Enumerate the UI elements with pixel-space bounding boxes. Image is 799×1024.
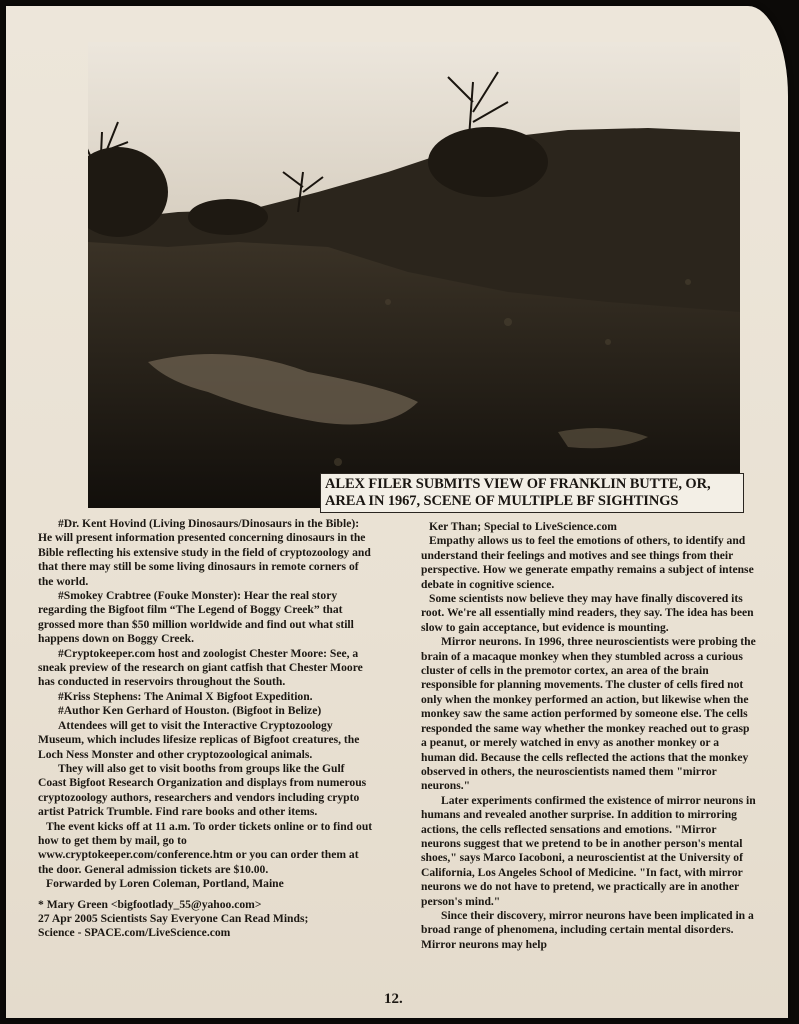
- paragraph: #Author Ken Gerhard of Houston. (Bigfoot in Belize): [58, 704, 322, 718]
- paragraph: Empathy allows us to feel the emotions of others, to identify and understand their feelings and motives and see things from their perspective. How we generate empathy remains a subject of intense debate in cognitive science.: [421, 534, 754, 591]
- page-number: 12.: [384, 991, 403, 1007]
- caption-line-2: AREA IN 1967, SCENE OF MULTIPLE BF SIGHTINGS: [325, 493, 679, 509]
- byline: Ker Than; Special to LiveScience.com: [429, 520, 617, 533]
- paragraph: Some scientists now believe they may have finally discovered its root. We're all essentially mind readers, they say. The idea has been slow to gain acceptance, but evidence is mounting.: [421, 592, 754, 634]
- paragraph: #Cryptokeeper.com host and zoologist Chester Moore: See, a sneak preview of the research on giant catfish that Chester Moore has conducted in reservoirs throughout the South.: [38, 646, 363, 689]
- paragraph: The event kicks off at 11 a.m. To order tickets online or to find out how to get them by mail, go to www.cryptokeeper.com/conference.htm or you can order them at the door. General admission tickets are $10.00.: [38, 819, 373, 876]
- paragraph: They will also get to visit booths from groups like the Gulf Coast Bigfoot Research Organization and displays from numerous cryptozoology authors, researchers and vendors including crypto artist Patrick Trumble. Find rare books and other items.: [38, 761, 367, 819]
- article-date-title: 27 Apr 2005 Scientists Say Everyone Can Read Minds;: [38, 911, 309, 925]
- article-source: Science - SPACE.com/LiveScience.com: [38, 926, 231, 940]
- caption-line-1: ALEX FILER SUBMITS VIEW OF FRANKLIN BUTTE, OR,: [325, 476, 711, 492]
- author-email: * Mary Green <bigfootlady_55@yahoo.com>: [38, 897, 262, 911]
- left-column: [38, 517, 373, 941]
- paragraph: Since their discovery, mirror neurons have been implicated in a broad range of phenomena, including certain mental disorders. Mirror neurons may help: [421, 908, 754, 951]
- paragraph: Later experiments confirmed the existence of mirror neurons in humans and revealed another surprise. In addition to mirroring actions, the cells reflected sensations and emotions. "Mirror neurons suggest that we pretend to be in another person's mental shoes," says Marco Iacoboni, a neuroscientist at the University of California, Los Angeles School of Medicine. "In fact, with mirror neurons we do not have to pretend, we practically are in another person's mind.": [421, 793, 756, 908]
- newsletter-page: [6, 6, 788, 1018]
- paragraph: #Kriss Stephens: The Animal X Bigfoot Expedition.: [58, 689, 313, 703]
- forwarded-by: Forwarded by Loren Coleman, Portland, Maine: [46, 877, 284, 891]
- right-column: [421, 520, 756, 952]
- paragraph: Mirror neurons. In 1996, three neuroscientists were probing the brain of a macaque monkey when they stumbled across a curious cluster of cells in the premotor cortex, an area of the brain responsible for planning movements. The cluster of cells fired not only when the monkey performed an action, but likewise when the monkey saw the same action performed by someone else. The cells responded the same way whether the monkey reached out to grasp a peanut, or merely watched in envy as another monkey or a human did. Because the cells reflected the actions that the monkey observed in others, the neuroscientists named them "mirror neurons.": [421, 635, 756, 793]
- paragraph: Attendees will get to visit the Interactive Cryptozoology Museum, which includes lifesize replicas of Bigfoot creatures, the Loch Ness Monster and other cryptozoological animals.: [38, 718, 360, 761]
- paragraph: #Dr. Kent Hovind (Living Dinosaurs/Dinosaurs in the Bible): He will present information presented concerning dinosaurs in the Bible reflecting his extensive study in the field of cryptozoology and that there may still be some living dinosaurs in remote corners of the world.: [38, 517, 371, 588]
- photo-caption: [320, 473, 744, 513]
- landscape-photo: [88, 42, 740, 508]
- paragraph: #Smokey Crabtree (Fouke Monster): Hear the real story regarding the Bigfoot film “The Legend of Boggy Creek” that grossed more than $50 million worldwide and find out what still happens down on Boggy Creek.: [38, 589, 354, 646]
